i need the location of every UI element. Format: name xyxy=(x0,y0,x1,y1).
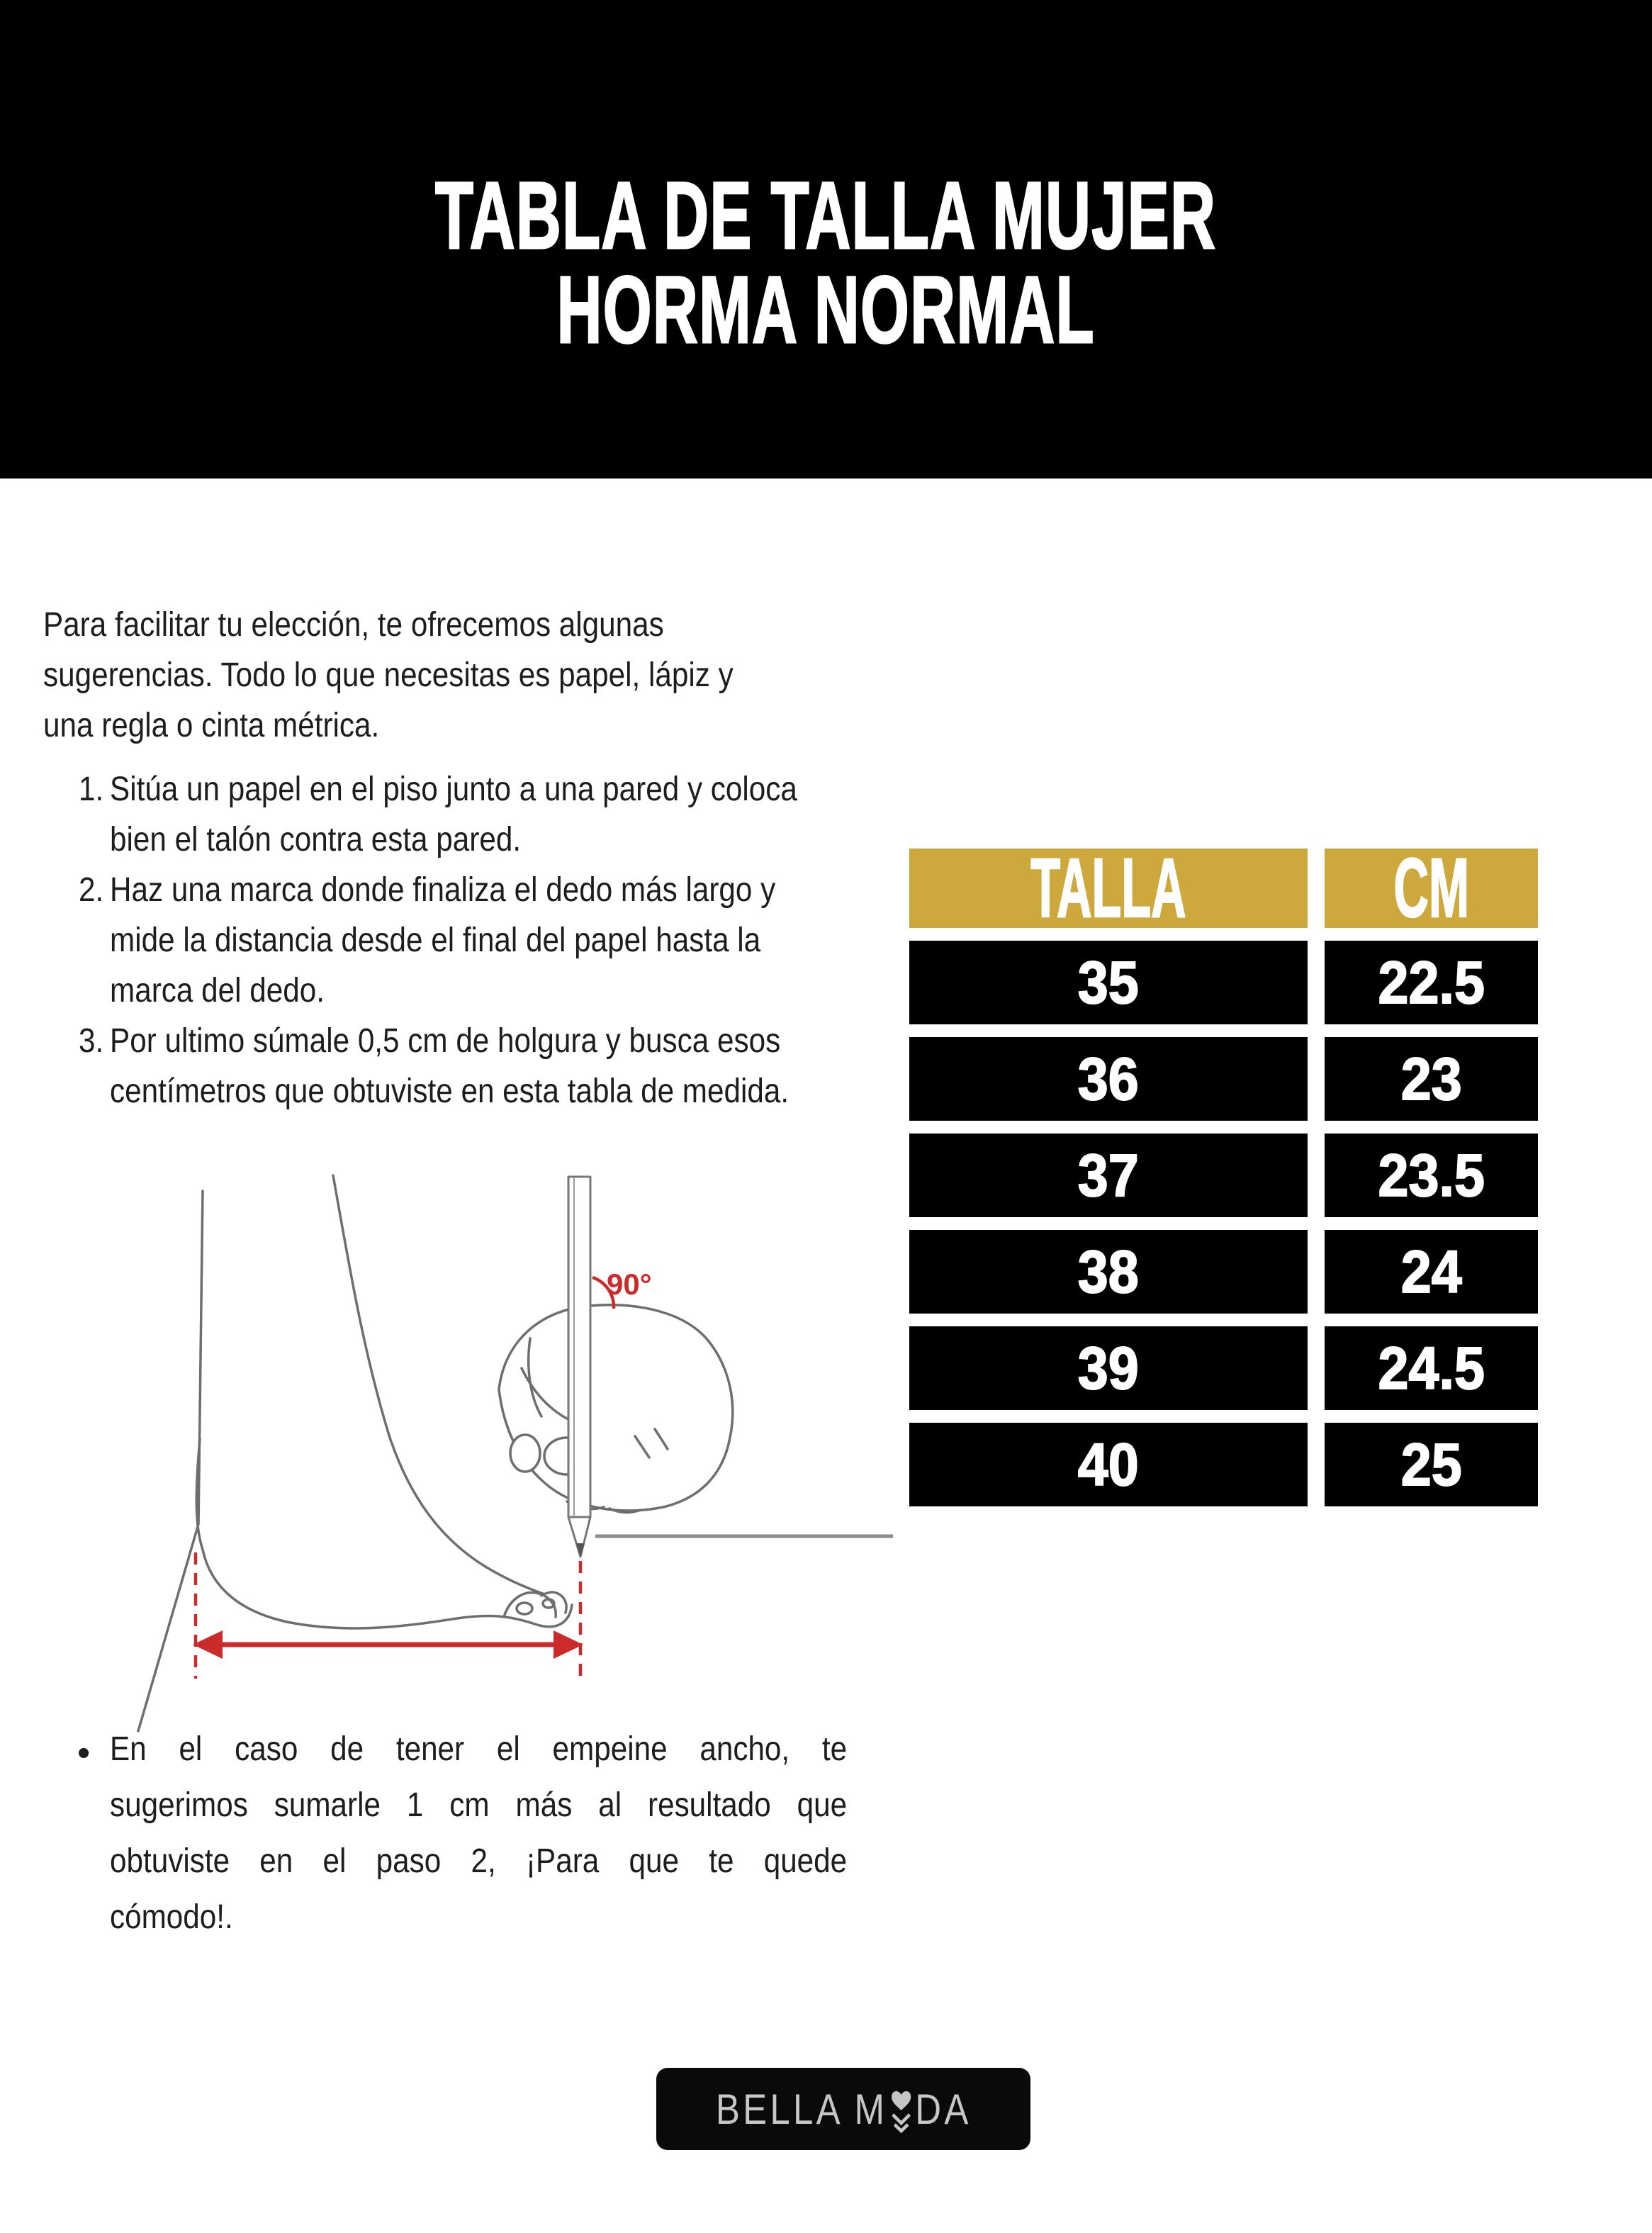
step-text: Por ultimo súmale 0,5 cm de holgura y busca esos centímetros que obtuviste en esta tabla de medida. xyxy=(110,1022,790,1110)
brand-logo xyxy=(656,2068,1030,2150)
intro-line: una regla o cinta métrica. xyxy=(43,707,380,744)
step-number: 1. xyxy=(79,771,104,808)
page-title-line1: TABLA DE TALLA MUJER xyxy=(435,163,1217,269)
table-cell-cm: 25 xyxy=(1325,1423,1538,1506)
step-item-2 xyxy=(43,865,847,1016)
angle-label: 90° xyxy=(607,1267,652,1301)
note-line: sugerimos sumarle 1 cm más al resultado que xyxy=(110,1786,848,1824)
finger-tip xyxy=(510,1435,540,1472)
bullet-icon: • xyxy=(77,1733,91,1774)
arrowhead-right xyxy=(554,1630,583,1659)
page-title-line2: HORMA NORMAL xyxy=(556,257,1096,363)
step-item-3 xyxy=(43,1016,847,1116)
foot-measuring-illustration xyxy=(71,1155,893,1744)
step-number: 2. xyxy=(79,871,104,909)
note-line: En el caso de tener el empeine ancho, te xyxy=(110,1730,848,1768)
note-line: obtuviste en el paso 2, ¡Para que te quede xyxy=(110,1842,848,1880)
header-band xyxy=(0,0,1652,478)
intro-paragraph xyxy=(43,600,827,751)
step-item-1 xyxy=(43,764,847,865)
table-cell-talla: 35 xyxy=(909,941,1308,1024)
table-cell-talla: 38 xyxy=(909,1230,1308,1314)
brand-suffix: DA xyxy=(915,2085,972,2133)
table-cell-cm: 23 xyxy=(1325,1037,1538,1121)
table-cell-cm: 24.5 xyxy=(1325,1326,1538,1410)
table-header-talla: TALLA xyxy=(909,849,1308,928)
arrowhead-left xyxy=(193,1630,223,1659)
wall-line xyxy=(138,1191,203,1731)
table-cell-cm: 23.5 xyxy=(1325,1134,1538,1217)
table-cell-talla: 36 xyxy=(909,1037,1308,1121)
toe-nail xyxy=(517,1603,532,1614)
step-text: Haz una marca donde finaliza el dedo más largo y mide la distancia desde el final del papel hasta la marca del dedo. xyxy=(110,871,776,1009)
step-number: 3. xyxy=(79,1022,104,1060)
size-table xyxy=(909,841,1538,1506)
table-cell-cm: 24 xyxy=(1325,1230,1538,1314)
intro-line: Para facilitar tu elección, te ofrecemos algunas xyxy=(43,606,664,644)
pencil-icon xyxy=(568,1177,590,1557)
table-header-cm: CM xyxy=(1325,849,1538,928)
brand-text xyxy=(716,2078,972,2140)
table-cell-talla: 40 xyxy=(909,1423,1308,1506)
table-cell-talla: 37 xyxy=(909,1134,1308,1217)
intro-line: sugerencias. Todo lo que necesitas es papel, lápiz y xyxy=(43,656,734,694)
note-line: cómodo!. xyxy=(110,1898,233,1936)
hand-outline xyxy=(499,1305,733,1511)
heart-chevron-icon xyxy=(889,2088,914,2140)
instruction-steps xyxy=(43,764,957,1116)
brand-prefix: BELLA M xyxy=(715,2085,887,2133)
table-cell-talla: 39 xyxy=(909,1326,1308,1410)
foot-measuring-drawing xyxy=(71,1155,893,1744)
table-cell-cm: 22.5 xyxy=(1325,941,1538,1024)
step-text: Sitúa un papel en el piso junto a una pared y coloca bien el talón contra esta pared. xyxy=(110,771,797,858)
wide-instep-note xyxy=(77,1721,948,1945)
